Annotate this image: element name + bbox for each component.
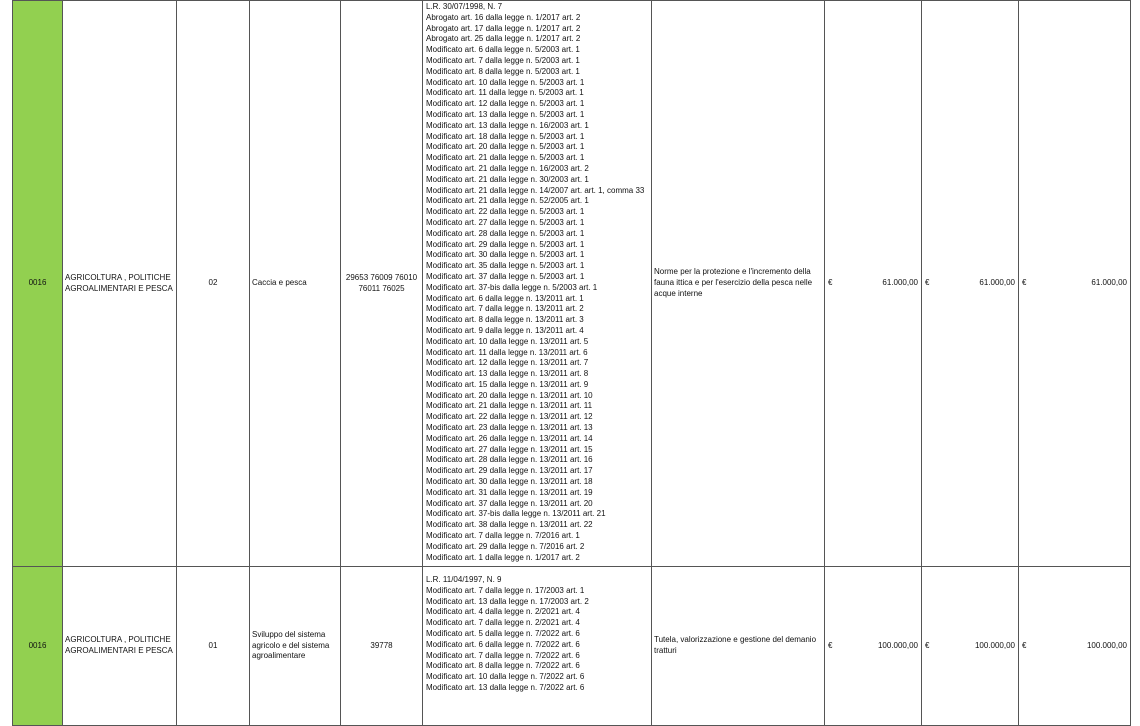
legge-item: Modificato art. 20 dalla legge n. 5/2003 art. 1	[426, 142, 585, 152]
importo-anno-2	[922, 1, 1019, 567]
missione-name: AGRICOLTURA , POLITICHE AGROALIMENTARI E PESCA	[63, 567, 177, 726]
legge-item: Modificato art. 22 dalla legge n. 13/2011 art. 12	[426, 412, 593, 422]
legge-item: Modificato art. 7 dalla legge n. 7/2022 art. 6	[426, 650, 580, 660]
legge-item: Modificato art. 28 dalla legge n. 5/2003 art. 1	[426, 228, 585, 238]
legge-item: Modificato art. 37 dalla legge n. 5/2003 art. 1	[426, 271, 585, 281]
legge-item: Modificato art. 1 dalla legge n. 1/2017 art. 2	[426, 552, 580, 562]
legge-item: Modificato art. 21 dalla legge n. 14/2007 art. art. 1, comma 33	[426, 185, 645, 195]
legge-item: Modificato art. 18 dalla legge n. 5/2003 art. 1	[426, 131, 585, 141]
legge-title: L.R. 30/07/1998, N. 7	[426, 2, 503, 11]
legge-item: Modificato art. 29 dalla legge n. 7/2016 art. 2	[426, 541, 585, 551]
legge-item: Modificato art. 37-bis dalla legge n. 5/2003 art. 1	[426, 282, 598, 292]
missione-name: AGRICOLTURA , POLITICHE AGROALIMENTARI E PESCA	[63, 1, 177, 567]
currency-symbol: €	[1022, 278, 1027, 288]
legge-item: Modificato art. 9 dalla legge n. 13/2011 art. 4	[426, 325, 584, 335]
importo-anno-3	[1019, 1, 1131, 567]
legge-item: Modificato art. 8 dalla legge n. 5/2003 art. 1	[426, 66, 580, 76]
legge-item: Modificato art. 13 dalla legge n. 5/2003 art. 1	[426, 109, 585, 119]
legge-item: Modificato art. 31 dalla legge n. 13/2011 art. 19	[426, 487, 593, 497]
legge-item: Modificato art. 21 dalla legge n. 16/2003 art. 2	[426, 163, 589, 173]
legge-item: Modificato art. 37 dalla legge n. 13/2011 art. 20	[426, 498, 593, 508]
legge-item: Modificato art. 13 dalla legge n. 7/2022 art. 6	[426, 682, 585, 692]
legge-item: Abrogato art. 25 dalla legge n. 1/2017 art. 2	[426, 34, 581, 44]
importo-anno-1	[825, 1, 922, 567]
importo-anno-2	[922, 567, 1019, 726]
legge-title: L.R. 11/04/1997, N. 9	[426, 575, 502, 584]
legge-item: Modificato art. 7 dalla legge n. 5/2003 art. 1	[426, 55, 580, 65]
missione-code: 0016	[13, 1, 63, 567]
legge-item: Modificato art. 6 dalla legge n. 5/2003 art. 1	[426, 45, 580, 55]
legge-item: Modificato art. 6 dalla legge n. 13/2011 art. 1	[426, 293, 584, 303]
leggi-list	[423, 1, 652, 567]
importo-anno-1	[825, 567, 922, 726]
legge-item: Modificato art. 10 dalla legge n. 5/2003 art. 1	[426, 77, 585, 87]
capitoli: 39778	[341, 567, 423, 726]
legge-item: Modificato art. 29 dalla legge n. 13/2011 art. 17	[426, 466, 593, 476]
currency-symbol: €	[828, 278, 833, 288]
legge-item: Modificato art. 13 dalla legge n. 13/2011 art. 8	[426, 369, 589, 379]
legge-item: Modificato art. 38 dalla legge n. 13/2011 art. 22	[426, 520, 593, 530]
legge-item: Modificato art. 6 dalla legge n. 7/2022 art. 6	[426, 639, 580, 649]
legge-item: Modificato art. 37-bis dalla legge n. 13/2011 art. 21	[426, 509, 606, 519]
legge-item: Modificato art. 13 dalla legge n. 17/2003 art. 2	[426, 596, 589, 606]
capitoli: 29653 76009 76010 76011 76025	[341, 1, 423, 567]
legge-item: Modificato art. 30 dalla legge n. 5/2003 art. 1	[426, 250, 585, 260]
legge-item: Abrogato art. 16 dalla legge n. 1/2017 art. 2	[426, 12, 581, 22]
legge-item: Modificato art. 7 dalla legge n. 13/2011 art. 2	[426, 304, 584, 314]
descrizione: Norme per la protezione e l'incremento della fauna ittica e per l'esercizio della pesca nelle acque interne	[652, 1, 825, 567]
legge-item: Modificato art. 21 dalla legge n. 30/2003 art. 1	[426, 174, 589, 184]
budget-table	[12, 0, 1131, 726]
currency-symbol: €	[1022, 640, 1027, 650]
legge-item: Modificato art. 27 dalla legge n. 5/2003 art. 1	[426, 217, 585, 227]
programma-code: 02	[177, 1, 250, 567]
legge-item: Modificato art. 30 dalla legge n. 13/2011 art. 18	[426, 477, 593, 487]
legge-item: Modificato art. 10 dalla legge n. 7/2022 art. 6	[426, 672, 585, 682]
legge-item: Modificato art. 15 dalla legge n. 13/2011 art. 9	[426, 379, 589, 389]
legge-item: Modificato art. 10 dalla legge n. 13/2011 art. 5	[426, 336, 589, 346]
importo-value: 100.000,00	[1086, 640, 1127, 650]
legge-item: Modificato art. 26 dalla legge n. 13/2011 art. 14	[426, 433, 593, 443]
leggi-list	[423, 567, 652, 726]
missione-code: 0016	[13, 567, 63, 726]
legge-item: Modificato art. 5 dalla legge n. 7/2022 art. 6	[426, 628, 580, 638]
legge-item: Modificato art. 8 dalla legge n. 7/2022 art. 6	[426, 661, 580, 671]
table-row	[13, 567, 1131, 726]
programma-desc: Sviluppo del sistema agricolo e del sistema agroalimentare	[250, 567, 341, 726]
importo-value: 100.000,00	[974, 640, 1015, 650]
legge-item: Modificato art. 35 dalla legge n. 5/2003 art. 1	[426, 261, 585, 271]
currency-symbol: €	[925, 640, 930, 650]
legge-item: Modificato art. 28 dalla legge n. 13/2011 art. 16	[426, 455, 593, 465]
descrizione: Tutela, valorizzazione e gestione del demanio tratturi	[652, 567, 825, 726]
currency-symbol: €	[925, 278, 930, 288]
importo-anno-3	[1019, 567, 1131, 726]
legge-item: Modificato art. 12 dalla legge n. 13/2011 art. 7	[426, 358, 589, 368]
legge-item: Modificato art. 7 dalla legge n. 7/2016 art. 1	[426, 531, 580, 541]
legge-item: Modificato art. 20 dalla legge n. 13/2011 art. 10	[426, 390, 593, 400]
legge-item: Modificato art. 23 dalla legge n. 13/2011 art. 13	[426, 423, 593, 433]
legge-item: Modificato art. 13 dalla legge n. 16/2003 art. 1	[426, 120, 589, 130]
legge-item: Modificato art. 8 dalla legge n. 13/2011 art. 3	[426, 315, 584, 325]
legge-item: Modificato art. 29 dalla legge n. 5/2003 art. 1	[426, 239, 585, 249]
legge-item: Abrogato art. 17 dalla legge n. 1/2017 art. 2	[426, 23, 581, 33]
currency-symbol: €	[828, 640, 833, 650]
legge-item: Modificato art. 27 dalla legge n. 13/2011 art. 15	[426, 444, 593, 454]
importo-value: 61.000,00	[979, 278, 1015, 288]
importo-value: 61.000,00	[1091, 278, 1127, 288]
legge-item: Modificato art. 7 dalla legge n. 2/2021 art. 4	[426, 618, 580, 628]
legge-item: Modificato art. 21 dalla legge n. 13/2011 art. 11	[426, 401, 593, 411]
legge-item: Modificato art. 22 dalla legge n. 5/2003 art. 1	[426, 207, 585, 217]
legge-item: Modificato art. 4 dalla legge n. 2/2021 art. 4	[426, 607, 580, 617]
programma-desc: Caccia e pesca	[250, 1, 341, 567]
legge-item: Modificato art. 21 dalla legge n. 5/2003 art. 1	[426, 153, 585, 163]
importo-value: 61.000,00	[882, 278, 918, 288]
legge-item: Modificato art. 11 dalla legge n. 5/2003 art. 1	[426, 88, 584, 98]
legge-item: Modificato art. 7 dalla legge n. 17/2003 art. 1	[426, 585, 585, 595]
legge-item: Modificato art. 11 dalla legge n. 13/2011 art. 6	[426, 347, 588, 357]
programma-code: 01	[177, 567, 250, 726]
legge-item: Modificato art. 21 dalla legge n. 52/2005 art. 1	[426, 196, 589, 206]
legge-item: Modificato art. 12 dalla legge n. 5/2003 art. 1	[426, 99, 585, 109]
importo-value: 100.000,00	[877, 640, 918, 650]
table-row	[13, 1, 1131, 567]
